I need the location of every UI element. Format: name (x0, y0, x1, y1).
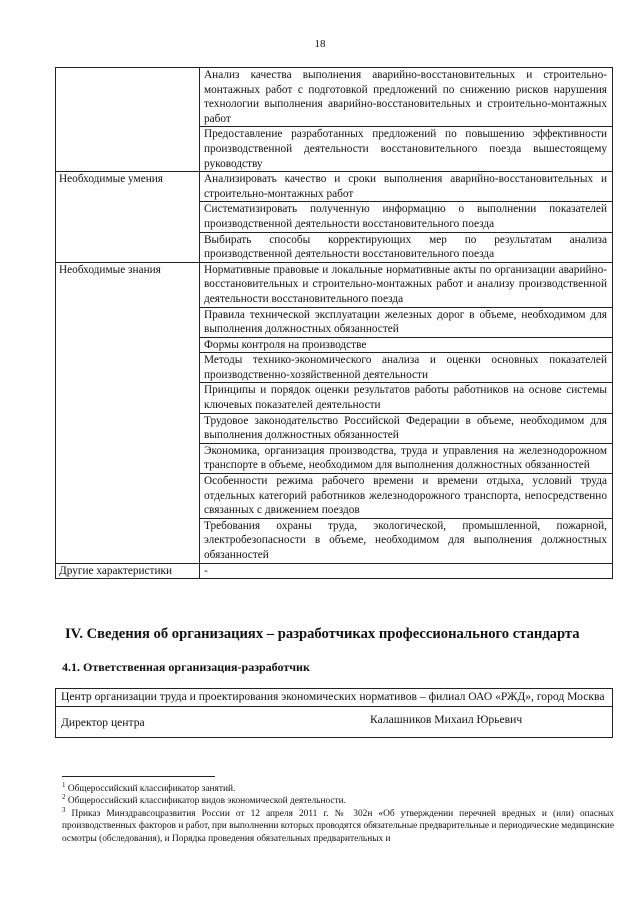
row-text: Выбирать способы корректирующих мер по результатам анализа производственной деятельности восстановительного поезда (200, 232, 613, 262)
footnote-text: Общероссийский классификатор видов экономической деятельности. (67, 796, 347, 807)
table-row (56, 172, 613, 202)
table-row (56, 443, 613, 473)
row-text: Систематизировать полученную информацию о выполнении показателей производственной деятельности восстановительного поезда (200, 202, 613, 232)
section-title: IV. Сведения об организациях – разработчиках профессионального стандарта (65, 626, 580, 642)
table-row (56, 232, 613, 262)
footnote-text: Приказ Минздравсоцразвития России от 12 апреля 2011 г. № 302н «Об утверждении перечней вредных и (или) опасных производственных факторов и работ, при выполнении которых проводятся обязательные предварительные и периодические медицинские осмотры (обследования), и Порядка проведения обязательных предварительных и (62, 808, 614, 844)
table-row (56, 307, 613, 337)
footnote-mark: 1 (62, 780, 66, 789)
row-label (56, 127, 200, 172)
organization-name: Центр организации труда и проектирования экономических нормативов – филиал ОАО «РЖД», город Москва (56, 689, 613, 707)
row-label: Необходимые умения (56, 172, 200, 202)
table-row (56, 337, 613, 353)
table-row (56, 202, 613, 232)
footnote-mark: 3 (62, 805, 66, 814)
subsection-title: 4.1. Ответственная организация-разработчик (62, 660, 310, 674)
row-text: Трудовое законодательство Российской Федерации в объеме, необходимом для выполнения должностных обязанностей (200, 413, 613, 443)
footnote-text: Общероссийский классификатор занятий. (67, 784, 236, 794)
row-label (56, 353, 200, 383)
row-text: Экономика, организация производства, труда и управления на железнодорожном транспорте в объеме, необходимом для выполнения должностных обязанностей (200, 443, 613, 473)
row-text: Анализировать качество и сроки выполнения аварийно-восстановительных и строительно-монтажных работ (200, 172, 613, 202)
row-label (56, 68, 200, 127)
row-label (56, 518, 200, 563)
table-row (56, 689, 613, 707)
row-text: Нормативные правовые и локальные нормативные акты по организации аварийно-восстановительных и строительно-монтажных работ и анализу производственной деятельности восстановительного поезда (200, 262, 613, 307)
organization-table (55, 688, 613, 738)
row-text: Предоставление разработанных предложений по повышению эффективности производственной деятельности восстановительного поезда вышестоящему руководству (200, 127, 613, 172)
row-label (56, 383, 200, 413)
table-row (56, 68, 613, 127)
competency-table (55, 67, 613, 579)
row-text: Принципы и порядок оценки результатов работы работников на основе системы ключевых показателей деятельности (200, 383, 613, 413)
footnotes (62, 780, 614, 845)
row-label (56, 307, 200, 337)
table-row (56, 474, 613, 519)
signatory-cell (56, 707, 613, 738)
row-text: Особенности режима рабочего времени и времени отдыха, условий труда отдельных категорий работников железнодорожного транспорта, непосредственно связанных с движением поездов (200, 474, 613, 519)
table-row (56, 262, 613, 307)
row-label (56, 337, 200, 353)
row-label: Необходимые знания (56, 262, 200, 307)
footnote (62, 805, 614, 845)
footnote-mark: 2 (62, 793, 66, 802)
row-label (56, 443, 200, 473)
row-text: Методы технико-экономического анализа и оценки основных показателей производственно-хозяйственной деятельности (200, 353, 613, 383)
table-row (56, 383, 613, 413)
person-name: Калашников Михаил Юрьевич (370, 713, 523, 726)
row-text: - (200, 563, 613, 579)
table-row (56, 563, 613, 579)
row-label (56, 232, 200, 262)
table-row (56, 413, 613, 443)
row-label (56, 202, 200, 232)
position-title: Директор центра (61, 716, 145, 729)
row-label (56, 474, 200, 519)
footnote (62, 795, 614, 807)
page-number: 18 (314, 38, 326, 50)
table-row (56, 518, 613, 563)
table-row (56, 353, 613, 383)
table-row (56, 127, 613, 172)
table-row (56, 707, 613, 738)
row-text: Формы контроля на производстве (200, 337, 613, 353)
row-text: Правила технической эксплуатации железных дорог в объеме, необходимом для выполнения должностных обязанностей (200, 307, 613, 337)
row-label: Другие характеристики (56, 563, 200, 579)
footnote-separator (62, 776, 215, 777)
footnote (62, 780, 614, 795)
row-text: Анализ качества выполнения аварийно-восстановительных и строительно-монтажных работ с подготовкой предложений по снижению рисков нарушения технологии выполнения аварийно-восстановительных и строительно-монтажных работ (200, 68, 613, 127)
row-label (56, 413, 200, 443)
row-text: Требования охраны труда, экологической, промышленной, пожарной, электробезопасности в объеме, необходимом для выполнения должностных обязанностей (200, 518, 613, 563)
